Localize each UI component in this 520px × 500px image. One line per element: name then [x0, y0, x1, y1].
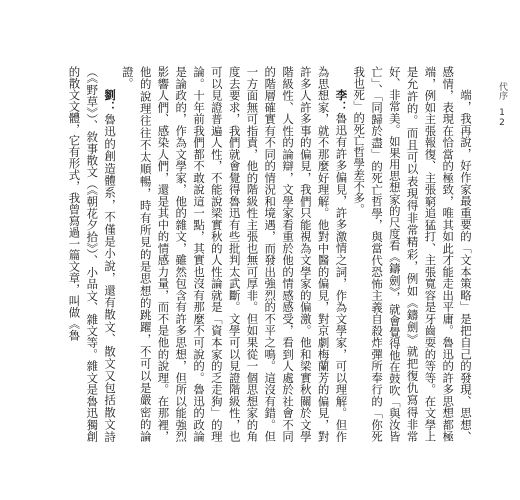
- running-head: 代序: [497, 82, 507, 100]
- paragraph-text: 端，我再說，好作家最重要的「文本策略」是把自己的發現、思想、感情，表現在恰當的極致，唯其如此才能走出平庸。魯迅的許多思想都極端，例如主張報復、主張窮追猛打、主張寬容是牙齒耍的等等。在文學上是允許的。而且可以表現得非常精彩，例如《鑄劍》就把復仇寫得非常好、非常美。如果用思想家的尺度看《鑄劍》，就會覺得他在鼓吹「與汝皆亡」、「同歸於盡」的死亡哲學，與當代恐怖主義自殺炸彈所奉行的「你死我也死」的死亡哲學差不多。: [352, 66, 473, 442]
- vertical-text-block: [42, 66, 474, 442]
- paragraph-speaker: 劉：: [103, 88, 118, 114]
- paragraph-1: [349, 66, 474, 442]
- page-number: 12: [497, 108, 507, 128]
- paragraph-3: [65, 66, 118, 442]
- page-margin-info: [493, 82, 511, 128]
- paragraph-2: [118, 66, 349, 442]
- paragraph-speaker: 李：: [334, 88, 349, 113]
- paragraph-text: 魯迅的創造體系，不僅是小說，還有散文、散文又包括散文詩（《野草》）、敘事散文（《朝花夕拾》）、小品文、雜文等。雜文是魯迅獨創的散文文體，它有形式，我曾寫過一篇文章，叫做《魯: [67, 66, 118, 442]
- paragraph-text: 魯迅有許多偏見，許多激情之詞，作為文學家，可以理解。但作為思想家，就不那麼好理解。他對中醫的偏見，對京劇梅蘭芳的偏見，對許多人許多事的偏見，我們只能視為文學家的偏激。他和梁實秋關於文學階級性、人性的論辯，文學家看重於他的情感感受，看到人處於社會不同的階層確實有不同的情況和境遇，而發出強烈的不平之鳴。這沒有錯。但一方面無可指責，他的階級性主張也無可厚非。但如果從一個思想家的角度去要求，我們就會覺得魯迅有些批判太武斷。文學可以見證階級性，也可以見證普遍人性，不能說梁實秋的人性論就是「資本家的乏走狗」的理論。十年前我們都不敢說這一點，其實也沒有那麼不可說的。魯迅的政論是論政的，作為文學家，他的雜文，雖然包含有許多思想，但所以能強烈影響人們、感染人們，還是其中的情感力量，而不是他的說理。在那裡，他的說理往往不太順暢，時有所見的是思想的跳躍，不可以是嚴密的論證。: [120, 66, 349, 442]
